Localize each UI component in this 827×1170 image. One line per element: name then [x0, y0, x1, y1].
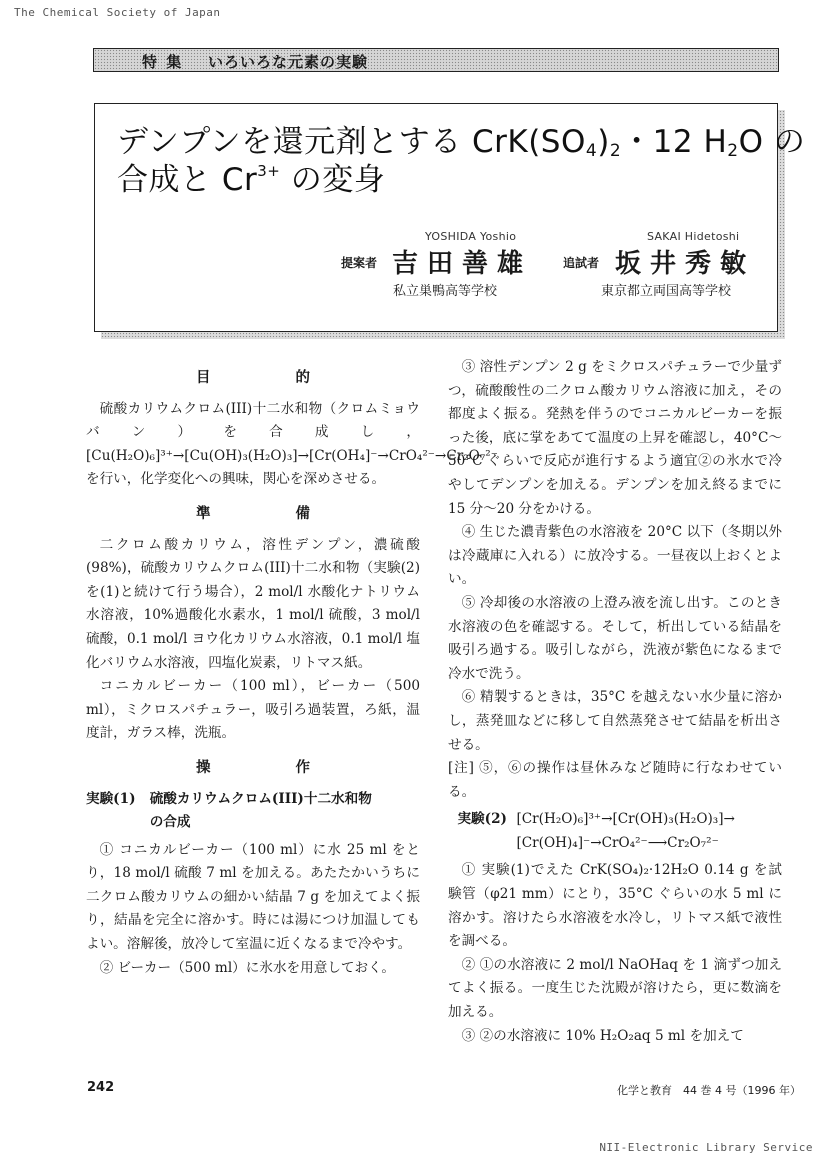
preparation-heading: 準 備 — [195, 504, 351, 522]
feature-banner — [93, 48, 779, 72]
preparation-apparatus: コニカルビーカー（100 ml），ビーカー（500 ml），ミクロスパチュラー，吸引ろ過装置，ろ紙，温度計，ガラス棒，洗瓶。 — [86, 678, 420, 742]
journal-info: 化学と教育 44 巻 4 号（1996 年） — [617, 1084, 801, 1097]
experiment-1-step-4: ④ 生じた濃青紫色の水溶液を 20°C 以下（冬期以外は冷蔵庫に入れる）に放冷する。一昼夜以上おくとよい。 — [448, 524, 782, 588]
tester-affiliation: 東京都立両国高等学校 — [601, 284, 732, 299]
left-column — [86, 356, 498, 980]
experiment-2-reaction: [Cr(H₂O)₆]³⁺→[Cr(OH)₃(H₂O)₃]→ [Cr(OH)₄]⁻→CrO₄²⁻⟶Cr₂O₇²⁻ — [516, 811, 735, 851]
banner-label: 特 集 — [142, 53, 184, 71]
experiment-2-label: 実験(2) — [457, 811, 507, 828]
experiment-1-title: 硫酸カリウムクロム(III)十二水和物 の合成 — [149, 790, 372, 831]
procedure-heading: 操 作 — [195, 758, 351, 776]
society-header: The Chemical Society of Japan — [14, 6, 221, 19]
purpose-heading: 目 的 — [195, 369, 351, 386]
page-number: 242 — [87, 1080, 115, 1095]
tester-role: 追試者 — [563, 256, 600, 270]
experiment-1-step-6: ⑥ 精製するときは，35°C を越えない水少量に溶かし，蒸発皿などに移して自然蒸発させて結晶を析出させる。 — [448, 689, 782, 753]
procedure-note: [注] ⑤，⑥の操作は昼休みなど随時に行なわせている。 — [448, 760, 782, 800]
experiment-1-step-3: ③ 溶性デンプン 2 g をミクロスパチュラーで少量ずつ，硫酸酸性の二クロム酸カリウム溶液に加え，その都度よく振る。発熱を伴うのでコニカルビーカーを振った後，底に掌をあてて温度の上昇を確認し，40°C～50°C ぐらいで反応が進行するよう適宜②の氷水で冷やしてデンプンを加える。デンプンを加え終るまでに 15 分～20 分をかける。 — [448, 359, 782, 517]
experiment-1-step-5: ⑤ 冷却後の水溶液の上澄み液を流し出す。このとき水溶液の色を確認する。そして，析出している結晶を吸引ろ過する。吸引しながら，洗液が紫色になるまで冷水で洗う。 — [448, 594, 782, 682]
purpose-text: 硫酸カリウムクロム(III)十二水和物（クロムミョウバン）を合成し，[Cu(H₂O)₆]³⁺→[Cu(OH)₃(H₂O)₃]→[Cr(OH₄]⁻→CrO₄²⁻→Cr₂O₇²⁻ を行い，化学変化への興味，関心を深めさせる。 — [86, 400, 498, 488]
tester-name: 坂井秀敏 — [615, 249, 756, 279]
experiment-1-step-2: ② ビーカー（500 ml）に氷水を用意しておく。 — [99, 959, 396, 976]
proposer-affiliation: 私立巣鴨高等学校 — [393, 284, 498, 299]
proposer-romaji: YOSHIDA Yoshio — [425, 230, 517, 243]
experiment-1-step-1: ① コニカルビーカー（100 ml）に水 25 ml をとり，18 mol/l 硫酸 7 ml を加える。あたたかいうちに二クロム酸カリウムの細かい結晶 7 g を加えてよく振り，結晶を完全に溶かす。時には湯につけ加温してもよい。溶解後，放冷して室温に近くなるまで冷やす。 — [86, 841, 420, 953]
experiment-2-heading — [448, 808, 782, 855]
banner-topic: いろいろな元素の実験 — [208, 53, 369, 71]
right-column — [448, 356, 782, 1048]
title-line-1: デンプンを還元剤とする $CrK(SO_4)_2$・12 $H_2O$ の — [117, 124, 806, 161]
experiment-2-step-2: ② ①の水溶液に 2 mol/l NaOHaq を 1 滴ずつ加えてよく振る。一度生じた沈殿が溶けたら，更に数滴を加える。 — [448, 956, 782, 1021]
preparation-reagents: 二クロム酸カリウム，溶性デンプン，濃硫酸(98%)，硫酸カリウムクロム(III)十二水和物（実験(2)を(1)と続けて行う場合），2 mol/l 水酸化ナトリウム水溶液，10%過酸化水素水，1 mol/l 硫酸，3 mol/l 硫酸，0.1 mol/l ヨウ化カリウム水溶液，0.1 mol/l 塩化バリウム水溶液，四塩化炭素，リトマス紙。 — [86, 536, 420, 671]
experiment-2-step-1: ① 実験(1)でえた CrK(SO₄)₂·12H₂O 0.14 g を試験管（φ21 mm）にとり，35°C ぐらいの水 5 ml に溶かす。溶けたら水溶液を水冷し，リトマス紙で液性を調べる。 — [448, 862, 782, 950]
title-box — [94, 103, 806, 332]
title-line-2: 合成と $Cr^{3+}$ の変身 — [117, 162, 386, 198]
proposer-name: 吉田善雄 — [392, 249, 533, 279]
proposer-role: 提案者 — [341, 256, 378, 270]
experiment-2-step-3: ③ ②の水溶液に 10% H₂O₂aq 5 ml を加えて — [461, 1027, 744, 1044]
library-service-footer: NII-Electronic Library Service — [599, 1141, 813, 1154]
tester-romaji: SAKAI Hidetoshi — [647, 230, 740, 243]
experiment-1-heading — [86, 788, 420, 835]
experiment-1-label: 実験(1) — [86, 790, 136, 807]
